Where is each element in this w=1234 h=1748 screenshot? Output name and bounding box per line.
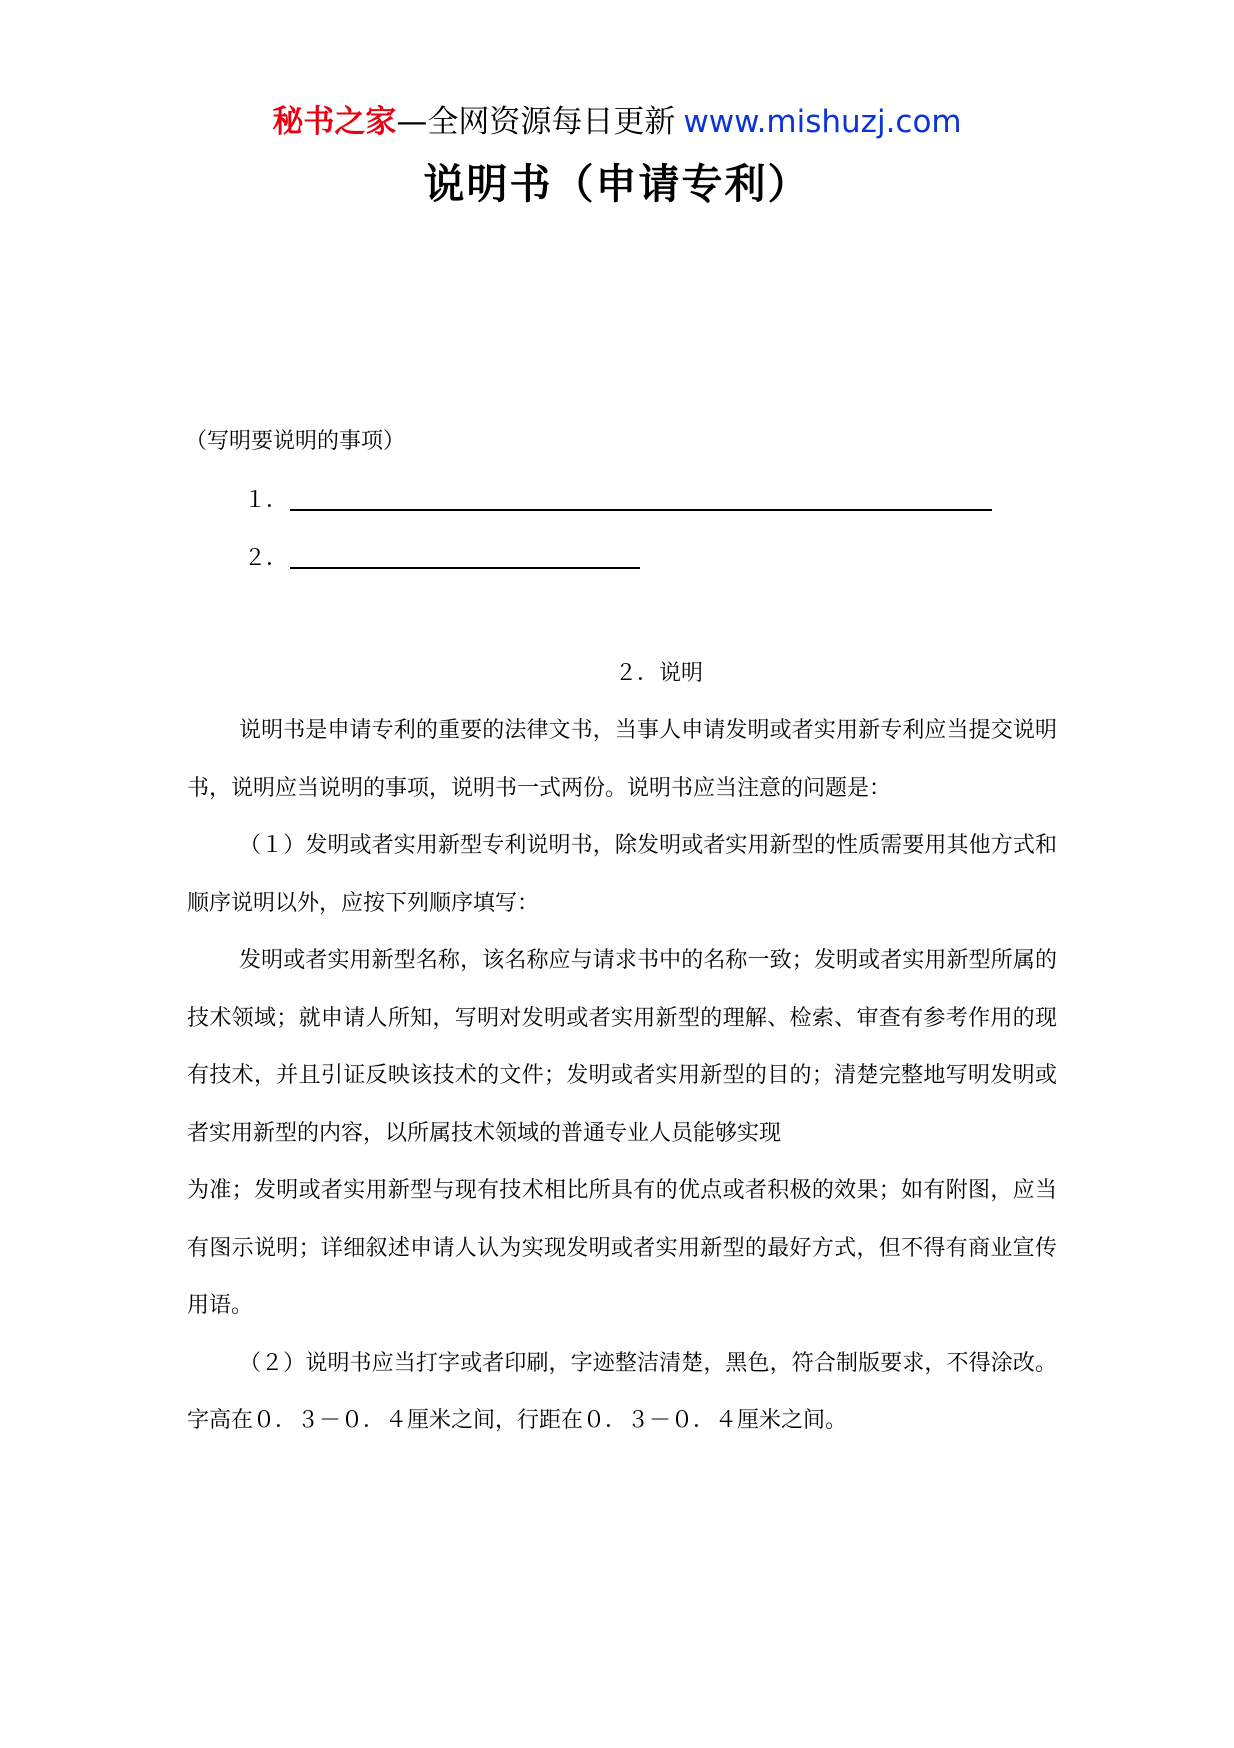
section-heading: ２．说明 bbox=[614, 661, 703, 686]
paragraph: 为准；发明或者实用新型与现有技术相比所具有的优点或者积极的效果；如有附图，应当有图示说明；详细叙述申请人认为实现发明或者实用新型的最好方式，但不得有商业宣传用语。 bbox=[187, 1178, 1057, 1318]
paragraph: （２）说明书应当打字或者印刷，字迹整洁清楚，黑色，符合制版要求，不得涂改。字高在０．３－０．４厘米之间，行距在０．３－０．４厘米之间。 bbox=[187, 1350, 1057, 1433]
document-title: 说明书（申请专利） bbox=[423, 160, 811, 208]
body-text bbox=[187, 702, 1057, 1450]
item-number: ２． bbox=[244, 546, 289, 571]
paragraph: 发明或者实用新型名称，该名称应与请求书中的名称一致；发明或者实用新型所属的技术领域；就申请人所知，写明对发明或者实用新型的理解、检索、审查有参考作用的现有技术，并且引证反映该技术的文件；发明或者实用新型的目的；清楚完整地写明发明或者实用新型的内容，以所属技术领域的普通专业人员能够实现 bbox=[187, 948, 1057, 1146]
brand-name: 秘书之家 bbox=[272, 104, 397, 140]
header-tagline: —全网资源每日更新 bbox=[396, 104, 676, 140]
item-number: １． bbox=[244, 488, 289, 513]
blank-line[interactable] bbox=[290, 487, 992, 511]
list-item bbox=[244, 543, 640, 575]
paragraph: （１）发明或者实用新型专利说明书，除发明或者实用新型的性质需要用其他方式和顺序说明以外，应按下列顺序填写： bbox=[187, 833, 1057, 916]
site-header bbox=[0, 102, 1234, 142]
instruction-note: （写明要说明的事项） bbox=[185, 429, 406, 454]
blank-line[interactable] bbox=[290, 545, 640, 569]
list-item bbox=[244, 485, 992, 517]
paragraph: 说明书是申请专利的重要的法律文书，当事人申请发明或者实用新专利应当提交说明书，说明应当说明的事项，说明书一式两份。说明书应当注意的问题是： bbox=[187, 718, 1057, 801]
site-url[interactable]: www.mishuzj.com bbox=[683, 104, 962, 140]
